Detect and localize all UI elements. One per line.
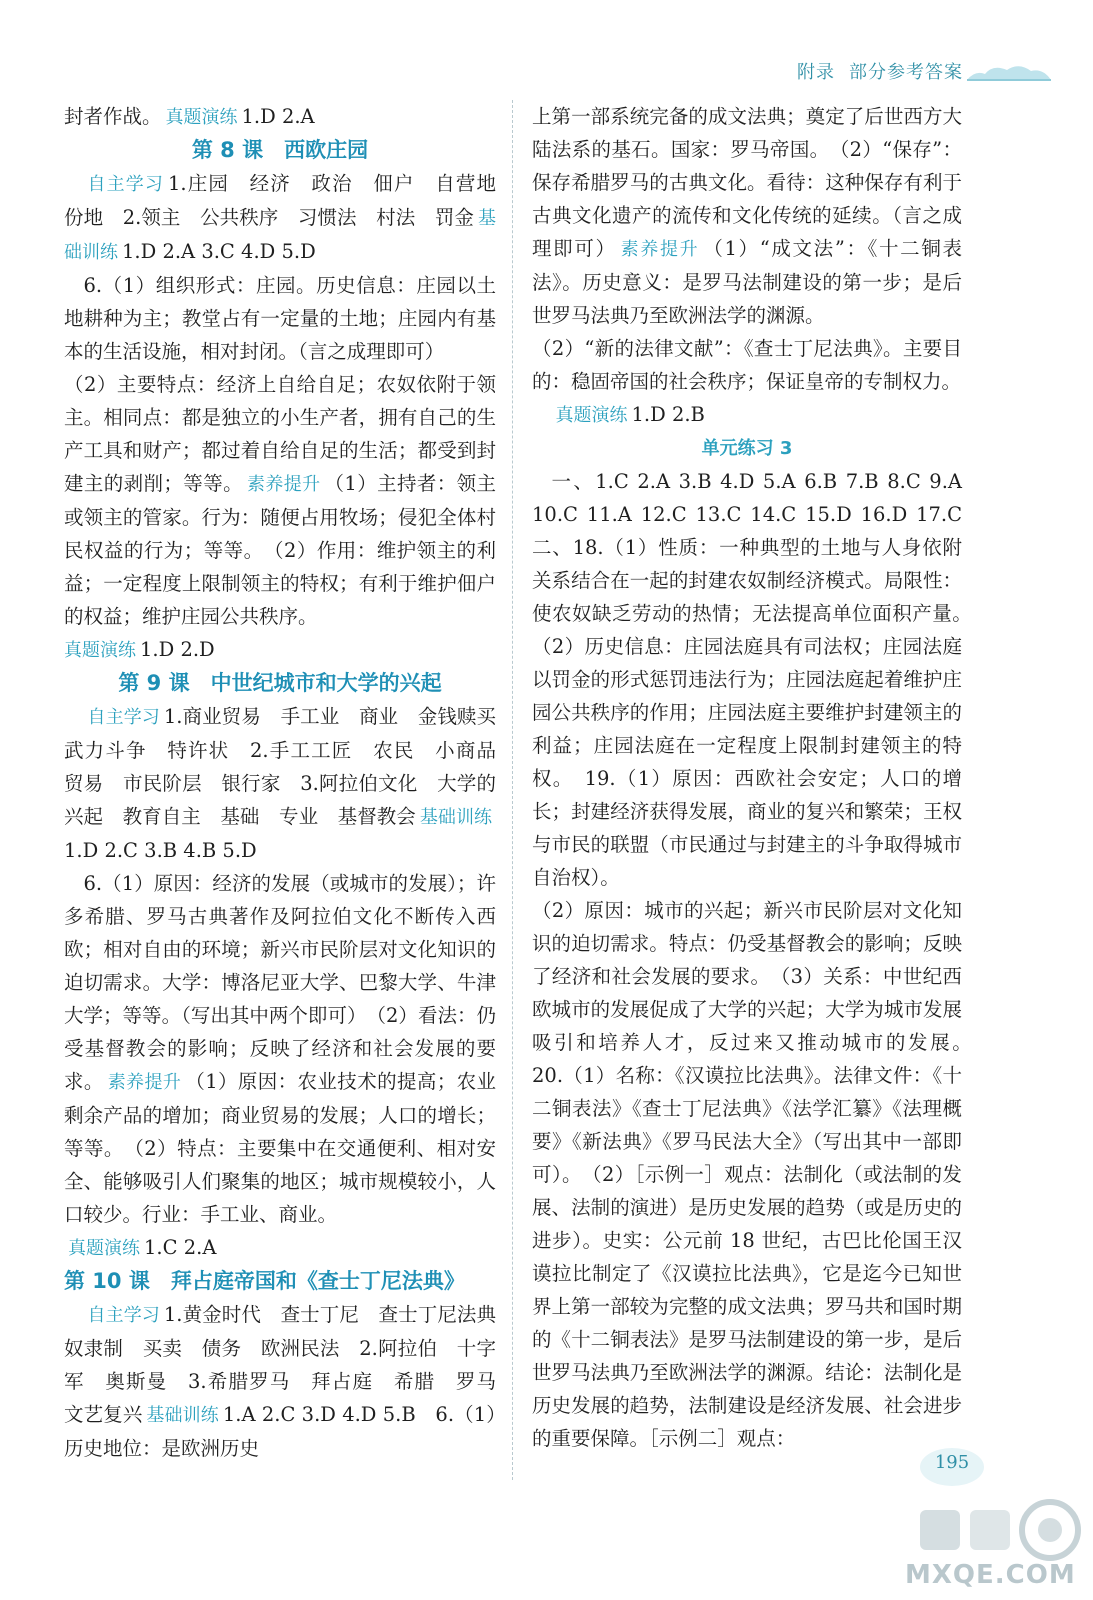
paragraph: （2）主要特点：经济上自给自足；农奴依附于领主。相同点：都是独立的小生产者，拥有自己的生产工具和财产；都过着自给自足的生活；都受到封建主的剥削；等等。 素养提升 （1）主持者：领主或领主的管家。行为：随便占用牧场；侵犯全体村民权益的行为；等等。 （2）作用：维护领主的利益；一定程度上限制领主的特权；有利于维护佃户的权益；维护庄园公共秩序。 [64, 373, 496, 628]
header-appendix: 附录 [797, 62, 835, 83]
unit-3-title: 单元练习 3 [701, 438, 793, 459]
paragraph: 自主学习 1.庄园 经济 政治 佃户 自营地 份地 2.领主 公共秩序 习惯法 村法 罚金 基础训练 1.D 2.A 3.C 4.D 5.D [64, 172, 516, 263]
section-tag: 真题演练 [68, 1238, 140, 1259]
watermark-text: MXQE.COM [905, 1560, 1076, 1590]
section-tag: 基础训练 [146, 1405, 219, 1426]
section-tag: 基础训练 [64, 208, 496, 263]
page-number: 195 [934, 1452, 970, 1473]
paragraph: 一、1.C 2.A 3.B 4.D 5.A 6.B 7.B 8.C 9.A 10.C 11.A 12.C 13.C 14.C 15.D 16.D 17.C 二、18.（1）性质：一种典型的土地与人身依附关系结合在一起的封建农奴制经济模式。局限性：使农奴缺乏劳动的热情；无法提高单位面积产量。 （2）历史信息：庄园法庭具有司法权；庄园法庭以罚金的形式惩罚违法行为；庄园法庭起着维护庄园公共秩序的作用；庄园法庭主要维护封建领主的利益；庄园法庭在一定程度上限制封建领主的特权。 19.（1）原因：西欧社会安定；人口的增长；封建经济获得发展，商业的复兴和繁荣；王权与市民的联盟（市民通过与封建主的斗争取得城市自治权）。 [532, 470, 982, 889]
section-tag: 真题演练 [64, 640, 136, 661]
column-divider [512, 100, 513, 1480]
paragraph: （2）“新的法律文献”：《查士丁尼法典》。主要目的：稳固帝国的社会秩序；保证皇帝的专制权力。 [532, 337, 962, 393]
paragraph: 自主学习 1.黄金时代 查士丁尼 查士丁尼法典 奴隶制 买卖 债务 欧洲民法 2.阿拉伯 十字军 奥斯曼 3.希腊罗马 拜占庭 希腊 罗马 文艺复兴 基础训练 1.A 2.C 3.D 4.D 5.B 6.（1）历史地位：是欧洲历史 [64, 1303, 516, 1460]
section-tag: 基础训练 [419, 807, 492, 828]
paragraph: 6.（1）组织形式：庄园。历史信息：庄园以土地耕种为主；教堂占有一定量的土地；庄园内有基本的生活设施，相对封闭。（言之成理即可） [64, 274, 496, 363]
paragraph: 6.（1）原因：经济的发展（或城市的发展）；许多希腊、罗马古典著作及阿拉伯文化不断传入西欧；相对自由的环境；新兴市民阶层对文化知识的迫切需求。大学：博洛尼亚大学、巴黎大学、牛津大学；等等。（写出其中两个即可） （2）看法：仍受基督教会的影响；反映了经济和社会发展的要求。 素养提升 （1）原因：农业技术的提高；农业剩余产品的增加；商业贸易的发展；人口的增长；等等。 （2）特点：主要集中在交通便利、相对安全、能够吸引人们聚集的地区；城市规模较小，人口较少。行业：手工业、商业。 [64, 872, 496, 1226]
paragraph: 真题演练 1.C 2.A [68, 1236, 217, 1259]
lesson-10-title: 第 10 课 拜占庭帝国和《查士丁尼法典》 [64, 1269, 465, 1293]
paragraph: （2）原因：城市的兴起；新兴市民阶层对文化知识的迫切需求。特点：仍受基督教会的影响；反映了经济和社会发展的要求。 （3）关系：中世纪西欧城市的发展促成了大学的兴起；大学为城市发展吸引和培养人才，反过来又推动城市的发展。 20.（1）名称：《汉谟拉比法典》。法律文件：《十二铜表法》《查士丁尼法典》《法学汇纂》《法理概要》《新法典》《罗马民法大全》（写出其中一部即可）。 （2）［示例一］观点：法制化（或法制的发展、法制的演进）是历史发展的趋势（或是历史的进步）。史实：公元前 18 世纪，古巴比伦国王汉谟拉比制定了《汉谟拉比法典》，它是迄今已知世界上第一部较为完整的成文法典；罗马共和国时期的《十二铜表法》是罗马法制建设的第一步，是后世罗马法典乃至欧洲法学的渊源。结论：法制化是历史发展的趋势，法制建设是经济发展、社会进步的重要保障。［示例二］观点： [532, 899, 982, 1450]
cloud-decoration-icon [965, 62, 1053, 82]
section-tag: 自主学习 [87, 174, 165, 195]
running-header [797, 58, 963, 84]
section-tag: 自主学习 [87, 707, 160, 728]
paragraph: 上第一部系统完备的成文法典；奠定了后世西方大陆法系的基石。国家：罗马帝国。 （2）“保存”：保存希腊罗马的古典文化。看待：这种保存有利于古典文化遗产的流传和文化传统的延续。（言之成理即可） 素养提升 （1）“成文法”：《十二铜表法》。历史意义：是罗马法制建设的第一步；是后世罗马法典乃至欧洲法学的渊源。 [532, 105, 962, 327]
section-tag: 真题演练 [165, 107, 238, 128]
section-tag: 真题演练 [555, 405, 628, 426]
section-tag: 素养提升 [107, 1072, 182, 1093]
lesson-9-title: 第 9 课 中世纪城市和大学的兴起 [118, 671, 442, 695]
paragraph: 真题演练 1.D 2.B [555, 403, 705, 426]
right-column [532, 100, 982, 1455]
paragraph: 真题演练 1.D 2.D [64, 638, 215, 661]
header-title: 部分参考答案 [849, 62, 963, 83]
lesson-8-title: 第 8 课 西欧庄园 [191, 138, 369, 162]
section-tag: 素养提升 [246, 474, 321, 495]
left-column [64, 100, 516, 1465]
section-tag: 自主学习 [87, 1305, 160, 1326]
section-tag: 素养提升 [620, 239, 700, 260]
paragraph: 自主学习 1.商业贸易 手工业 商业 金钱赎买 武力斗争 特许状 2.手工工匠 农民 小商品 贸易 市民阶层 银行家 3.阿拉伯文化 大学的兴起 教育自主 基础 专业 基督教会 基础训练1.D 2.C 3.B 4.B 5.D [64, 705, 516, 862]
paragraph: 封者作战。 真题演练 1.D 2.A [64, 105, 315, 128]
